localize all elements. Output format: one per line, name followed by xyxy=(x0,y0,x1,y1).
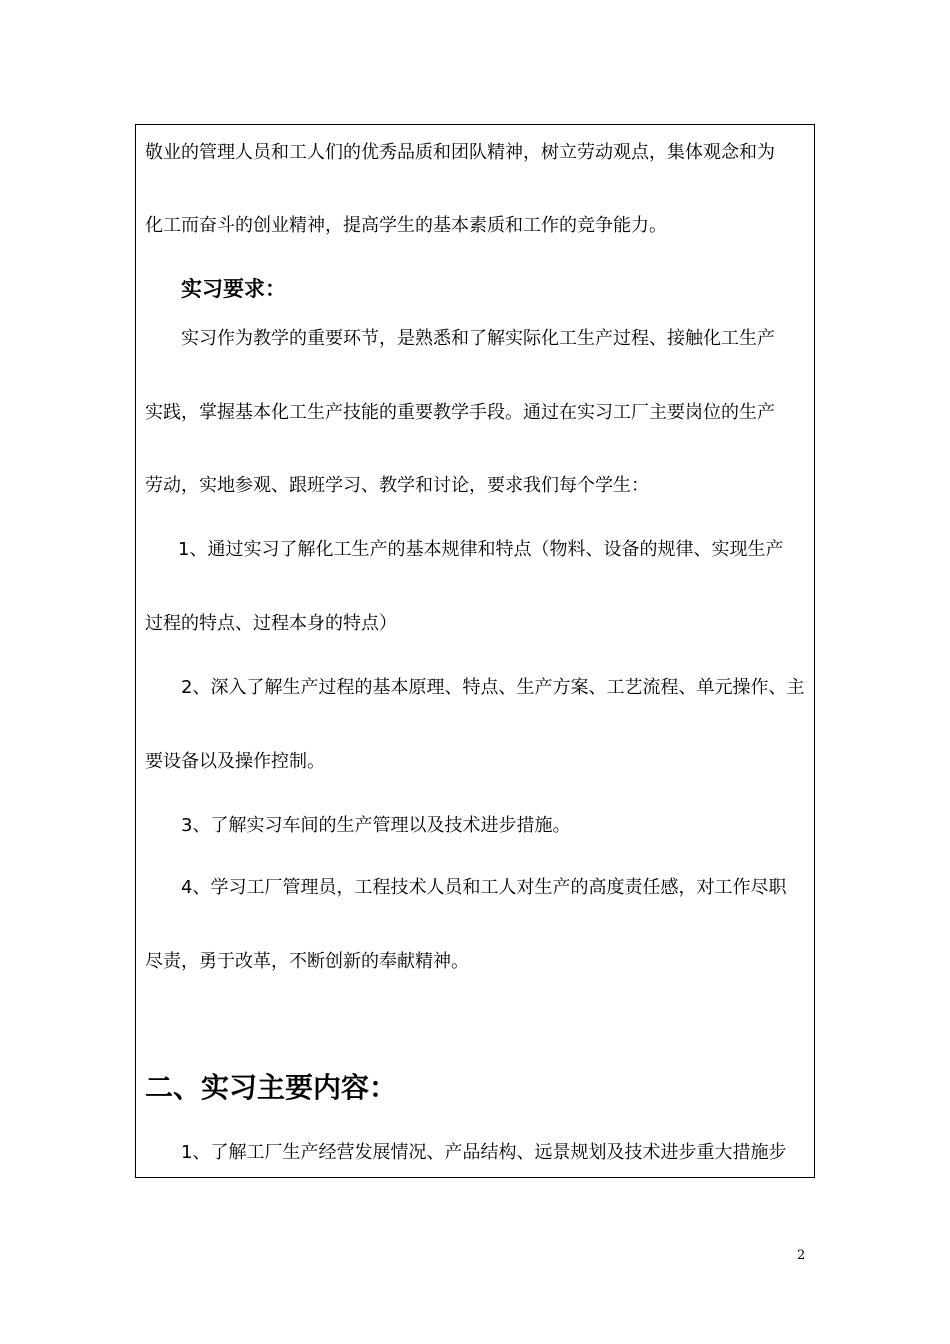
main-content-item-1: 1、了解工厂生产经营发展情况、产品结构、远景规划及技术进步重大措施步 xyxy=(181,1142,787,1163)
item-4-line-2: 尽责，勇于改革，不断创新的奉献精神。 xyxy=(145,951,469,972)
requirements-intro-line-3: 劳动，实地参观、跟班学习、教学和讨论，要求我们每个学生： xyxy=(145,475,649,496)
item-2-line-1: 2、深入了解生产过程的基本原理、特点、生产方案、工艺流程、单元操作、主 xyxy=(181,677,805,698)
item-1-line-1: 1、通过实习了解化工生产的基本规律和特点（物料、设备的规律、实现生产 xyxy=(178,539,784,560)
item-3-line-1: 3、了解实习车间的生产管理以及技术进步措施。 xyxy=(181,815,571,836)
main-content-heading: 二、实习主要内容： xyxy=(145,1071,398,1104)
item-2-line-2: 要设备以及操作控制。 xyxy=(145,751,325,772)
intro-line-2: 化工而奋斗的创业精神，提高学生的基本素质和工作的竞争能力。 xyxy=(145,215,667,236)
item-1-line-2: 过程的特点、过程本身的特点） xyxy=(145,613,397,634)
item-4-line-1: 4、学习工厂管理员，工程技术人员和工人对生产的高度责任感，对工作尽职 xyxy=(181,877,787,898)
page-number: 2 xyxy=(797,1248,806,1263)
requirements-intro-line-2: 实践，掌握基本化工生产技能的重要教学手段。通过在实习工厂主要岗位的生产 xyxy=(145,402,775,423)
requirements-heading: 实习要求： xyxy=(181,277,286,301)
requirements-intro-line-1: 实习作为教学的重要环节，是熟悉和了解实际化工生产过程、接触化工生产 xyxy=(181,328,775,349)
intro-line-1: 敬业的管理人员和工人们的优秀品质和团队精神，树立劳动观点，集体观念和为 xyxy=(145,142,775,163)
